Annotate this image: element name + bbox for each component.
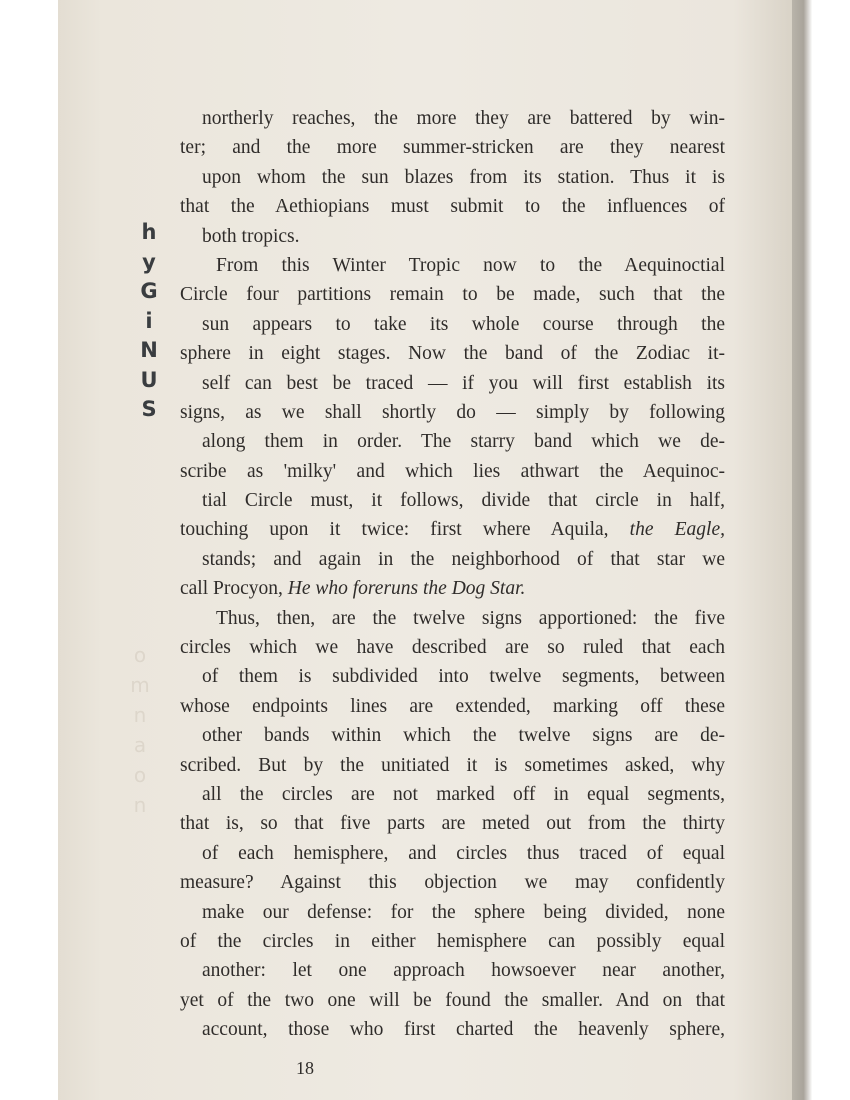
ghost-letter: m [130, 673, 150, 697]
text-line: both tropics. [202, 225, 300, 247]
text-line: tial Circle must, it follows, divide that circle in half, [202, 490, 725, 512]
paragraph-start-line: From this Winter Tropic now to the Aequinoctial [216, 254, 725, 276]
text-line: upon whom the sun blazes from its station. Thus it is [202, 166, 725, 188]
text-line: measure? Against this objection we may confidently [180, 872, 725, 894]
running-head-letter: h [141, 220, 157, 244]
text-line [180, 574, 725, 603]
page-edge-shadow [792, 0, 850, 1100]
running-head-hyginus [138, 218, 160, 425]
text-line: ter; and the more summer-stricken are they nearest [180, 137, 725, 159]
running-head-letter: N [140, 338, 158, 362]
text-line: that is, so that five parts are meted out from the thirty [180, 813, 725, 835]
running-head-letter: G [140, 279, 158, 303]
running-head-letter: U [140, 367, 158, 392]
text-line: scribed. But by the unitiated it is sometimes asked, why [180, 754, 725, 776]
text-line: along them in order. The starry band which we de- [202, 431, 725, 453]
text-line: whose endpoints lines are extended, marking off these [180, 695, 725, 717]
text-line: stands; and again in the neighborhood of that star we [202, 548, 725, 570]
show-through-letters [130, 640, 150, 820]
ghost-letter: o [133, 763, 147, 787]
running-head-letter: y [142, 249, 156, 274]
ghost-letter: a [133, 733, 147, 757]
ghost-letter: o [133, 643, 147, 667]
paragraph-start-line: Thus, then, are the twelve signs apportioned: the five [216, 607, 725, 629]
text-line: another: let one approach howsoever near another, [202, 960, 725, 982]
text-segment: call Procyon, [180, 578, 288, 600]
text-line: sphere in eight stages. Now the band of the Zodiac it- [180, 343, 725, 365]
text-line: self can best be traced — if you will first establish its [202, 372, 725, 394]
running-head-letter: S [141, 397, 157, 421]
text-line: that the Aethiopians must submit to the influences of [180, 196, 725, 218]
italic-phrase: He who foreruns the Dog Star. [287, 578, 526, 600]
text-line: account, those who first charted the heavenly sphere, [202, 1019, 725, 1041]
body-text [180, 104, 725, 1045]
text-line: make our defense: for the sphere being divided, none [202, 901, 725, 923]
text-line: signs, as we shall shortly do — simply by following [180, 401, 725, 423]
text-line: all the circles are not marked off in equal segments, [202, 783, 725, 805]
text-line: of the circles in either hemisphere can possibly equal [180, 930, 725, 952]
text-line: of them is subdivided into twelve segments, between [202, 666, 725, 688]
text-segment: touching upon it twice: first where Aquila, [180, 519, 630, 541]
ghost-letter: n [133, 793, 147, 817]
text-line: of each hemisphere, and circles thus traced of equal [202, 842, 725, 864]
text-line: circles which we have described are so ruled that each [180, 637, 725, 659]
running-head-letter: i [145, 308, 153, 333]
text-line: sun appears to take its whole course through the [202, 313, 725, 335]
italic-phrase: the Eagle, [629, 519, 726, 541]
page-number: 18 [296, 1058, 314, 1078]
text-line: scribe as 'milky' and which lies athwart the Aequinoc- [180, 460, 725, 482]
text-line: Circle four partitions remain to be made, such that the [180, 284, 725, 306]
text-line: northerly reaches, the more they are battered by win- [202, 108, 725, 129]
left-margin [0, 0, 58, 1100]
ghost-letter: n [133, 703, 147, 727]
text-line: other bands within which the twelve signs are de- [202, 725, 725, 747]
text-line: yet of the two one will be found the smaller. And on that [180, 989, 725, 1011]
text-line [180, 515, 725, 544]
